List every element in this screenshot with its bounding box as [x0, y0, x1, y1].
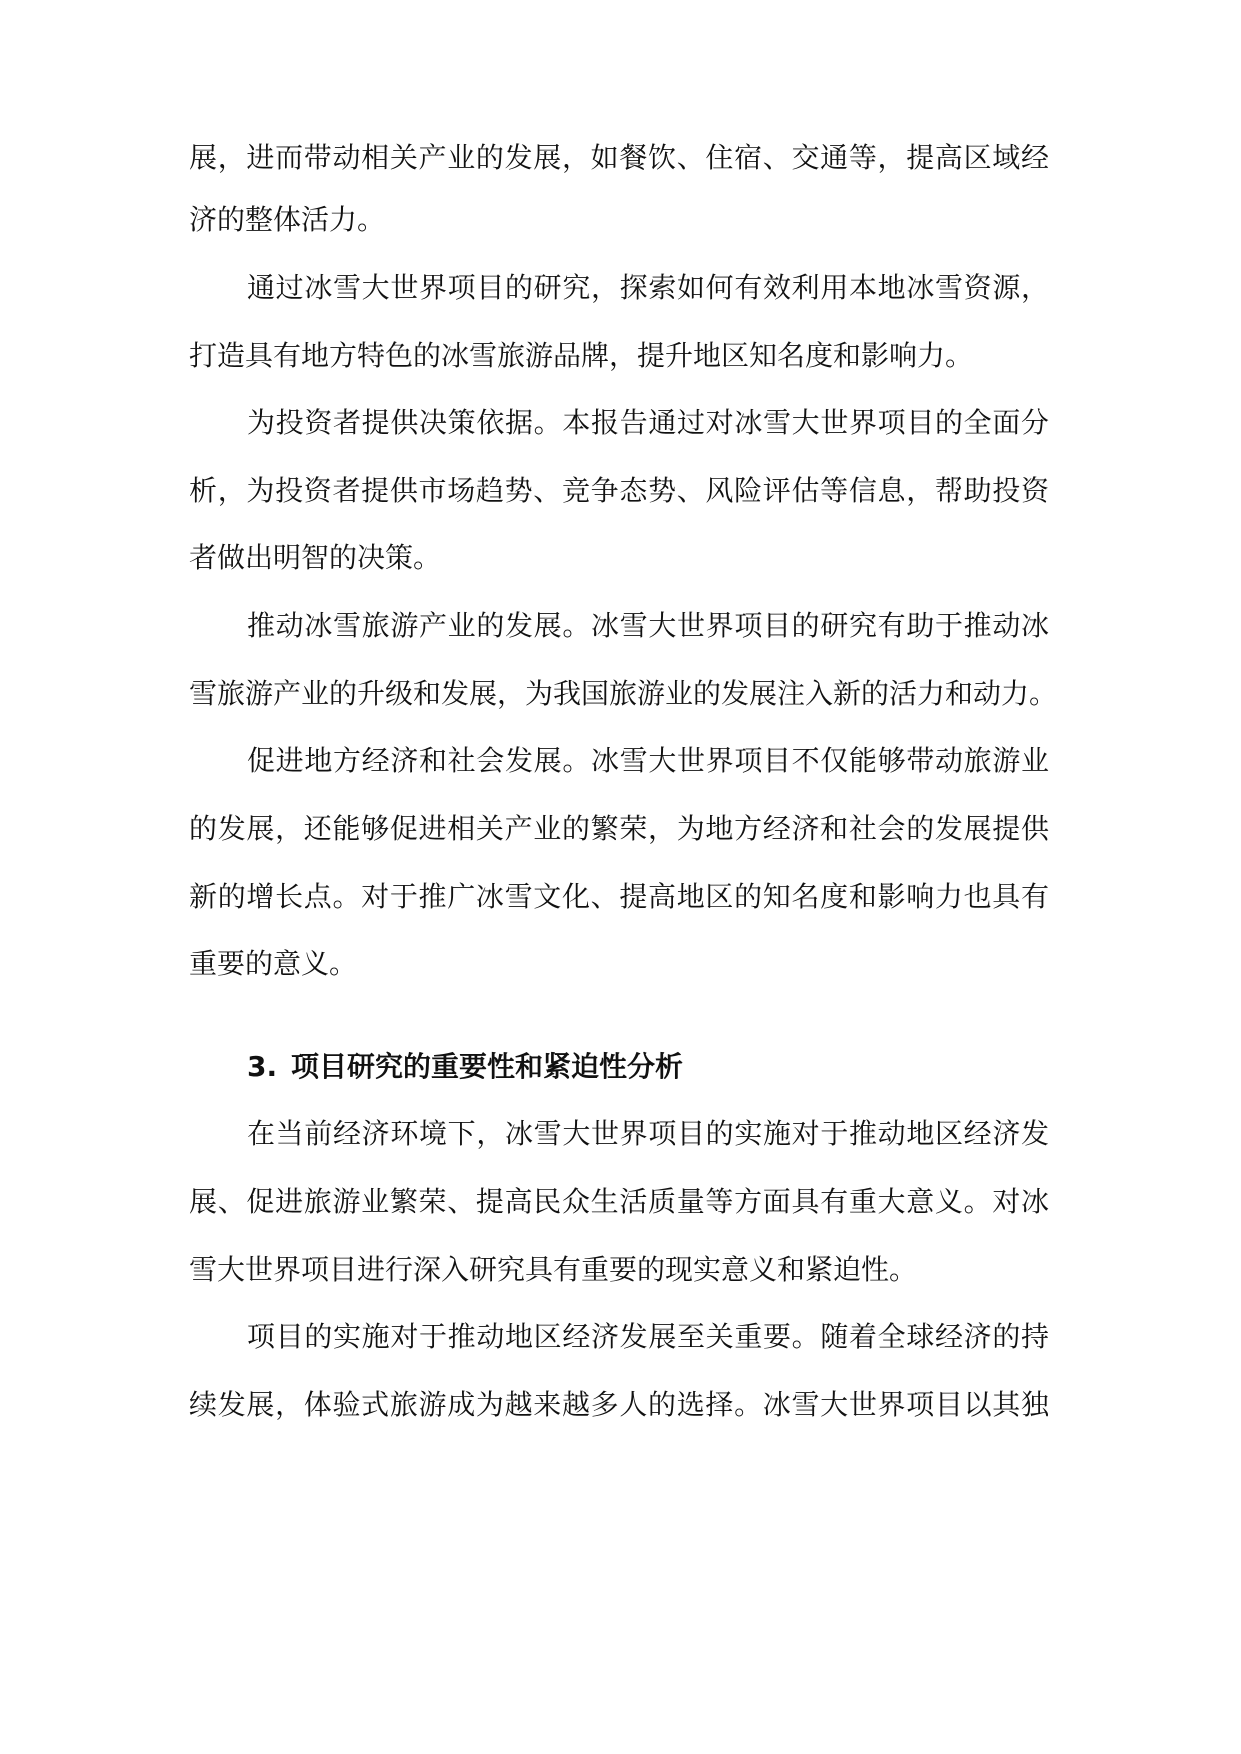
paragraph-line: 的发展，还能够促进相关产业的繁荣，为地方经济和社会的发展提供	[189, 812, 1049, 845]
section-heading	[247, 1047, 683, 1087]
paragraph-line: 展，进而带动相关产业的发展，如餐饮、住宿、交通等，提高区域经	[189, 141, 1049, 174]
paragraph-line: 项目的实施对于推动地区经济发展至关重要。随着全球经济的持	[247, 1320, 1049, 1353]
paragraph-line: 通过冰雪大世界项目的研究，探索如何有效利用本地冰雪资源，	[247, 271, 1049, 304]
paragraph-line: 在当前经济环境下，冰雪大世界项目的实施对于推动地区经济发	[247, 1117, 1049, 1150]
paragraph-line: 者做出明智的决策。	[189, 541, 442, 574]
paragraph-line: 促进地方经济和社会发展。冰雪大世界项目不仅能够带动旅游业	[247, 744, 1049, 777]
section-title: 项目研究的重要性和紧迫性分析	[291, 1050, 684, 1083]
paragraph-line: 析，为投资者提供市场趋势、竞争态势、风险评估等信息，帮助投资	[189, 474, 1049, 507]
paragraph-line: 济的整体活力。	[189, 203, 386, 236]
paragraph-line: 打造具有地方特色的冰雪旅游品牌，提升地区知名度和影响力。	[189, 339, 974, 372]
paragraph-line: 重要的意义。	[189, 947, 358, 980]
section-number: 3.	[247, 1050, 278, 1083]
paragraph-line: 展、促进旅游业繁荣、提高民众生活质量等方面具有重大意义。对冰	[189, 1185, 1049, 1218]
paragraph-line: 续发展，体验式旅游成为越来越多人的选择。冰雪大世界项目以其独	[189, 1388, 1049, 1421]
paragraph-line: 为投资者提供决策依据。本报告通过对冰雪大世界项目的全面分	[247, 406, 1049, 439]
paragraph-line: 新的增长点。对于推广冰雪文化、提高地区的知名度和影响力也具有	[189, 880, 1049, 913]
paragraph-line: 雪大世界项目进行深入研究具有重要的现实意义和紧迫性。	[189, 1253, 918, 1286]
paragraph-line: 雪旅游产业的升级和发展，为我国旅游业的发展注入新的活力和动力。	[189, 677, 1058, 710]
paragraph-line: 推动冰雪旅游产业的发展。冰雪大世界项目的研究有助于推动冰	[247, 609, 1049, 642]
